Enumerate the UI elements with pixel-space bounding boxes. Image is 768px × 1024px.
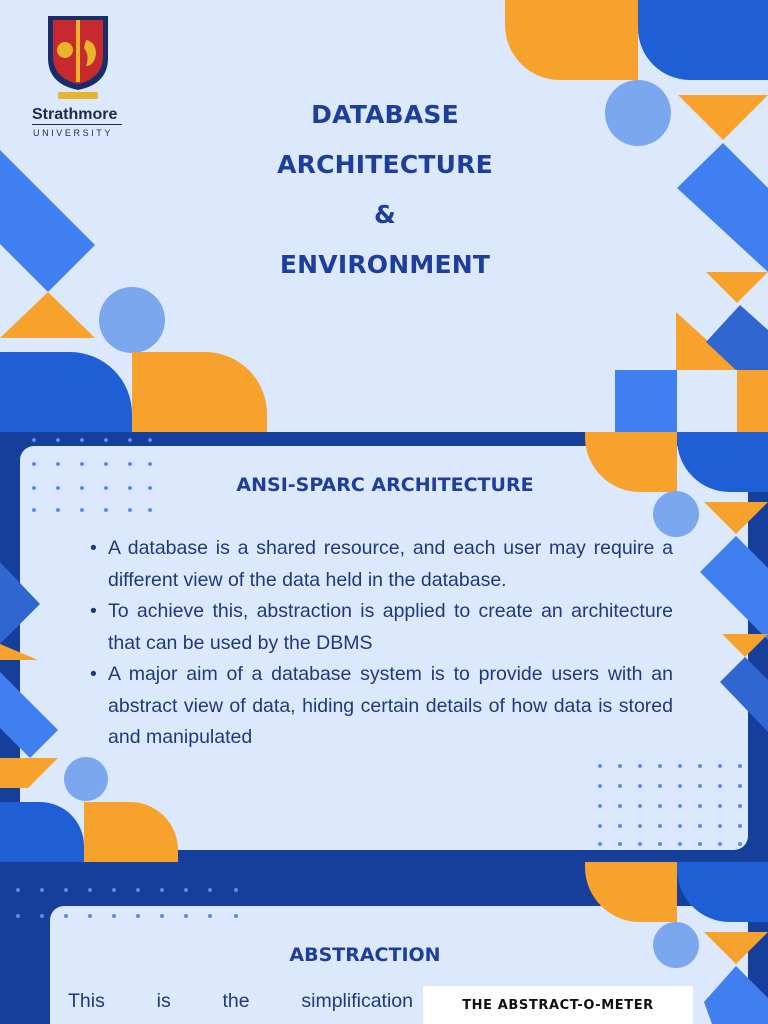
blue-rounded-shape xyxy=(638,0,768,80)
title-line-1: DATABASE xyxy=(311,100,459,129)
university-name: Strathmore xyxy=(32,106,118,123)
title-line-4: ENVIRONMENT xyxy=(279,250,491,279)
orange-bar xyxy=(737,370,768,432)
orange-quarter-left xyxy=(132,352,267,432)
light-blue-circle xyxy=(605,80,671,146)
university-crest-icon xyxy=(46,14,110,100)
orange-triangle-left xyxy=(0,292,95,338)
orange-quarter-shape xyxy=(505,0,638,80)
blue-diamond xyxy=(677,143,768,272)
bullet-item-2: • To achieve this, abstraction is applied to create an architecture that can be used by the DBMS xyxy=(88,596,673,659)
university-subtitle: UNIVERSITY xyxy=(33,128,114,138)
blue-square xyxy=(615,370,677,432)
light-blue-circle-left xyxy=(99,287,165,353)
blue-diamond-left xyxy=(0,150,95,292)
dot-grid-top-left xyxy=(32,438,152,512)
title-line-3: & xyxy=(373,200,396,229)
orange-triangle-small xyxy=(706,272,768,303)
blue-quarter-left xyxy=(0,352,132,432)
bullet-item-3: • A major aim of a database system is to provide users with an abstract view of data, hiding certain details of how data is stored and manipulated xyxy=(88,659,673,754)
dot-grid-top-left-p3 xyxy=(16,888,238,918)
abstract-o-meter-figure xyxy=(423,986,693,1024)
abstraction-paragraph: This is the simplification xyxy=(68,990,413,1012)
figure-title: THE ABSTRACT-O-METER xyxy=(462,998,654,1013)
bullet-item-1: • A database is a shared resource, and each user may require a different view of the data held in the database. xyxy=(88,533,673,596)
section-heading-abstraction: ABSTRACTION xyxy=(289,944,441,966)
ansi-sparc-page xyxy=(0,432,768,862)
ansi-sparc-bullet-list xyxy=(88,533,673,754)
section-heading-ansi-sparc: ANSI-SPARC ARCHITECTURE xyxy=(236,474,534,496)
title-line-2: ARCHITECTURE xyxy=(277,150,493,179)
dot-grid-bottom-right xyxy=(598,764,742,846)
abstraction-page xyxy=(0,862,768,1024)
orange-triangle xyxy=(678,95,768,140)
cover-page xyxy=(0,0,768,432)
university-logo xyxy=(46,14,110,100)
logo-divider xyxy=(32,124,122,125)
